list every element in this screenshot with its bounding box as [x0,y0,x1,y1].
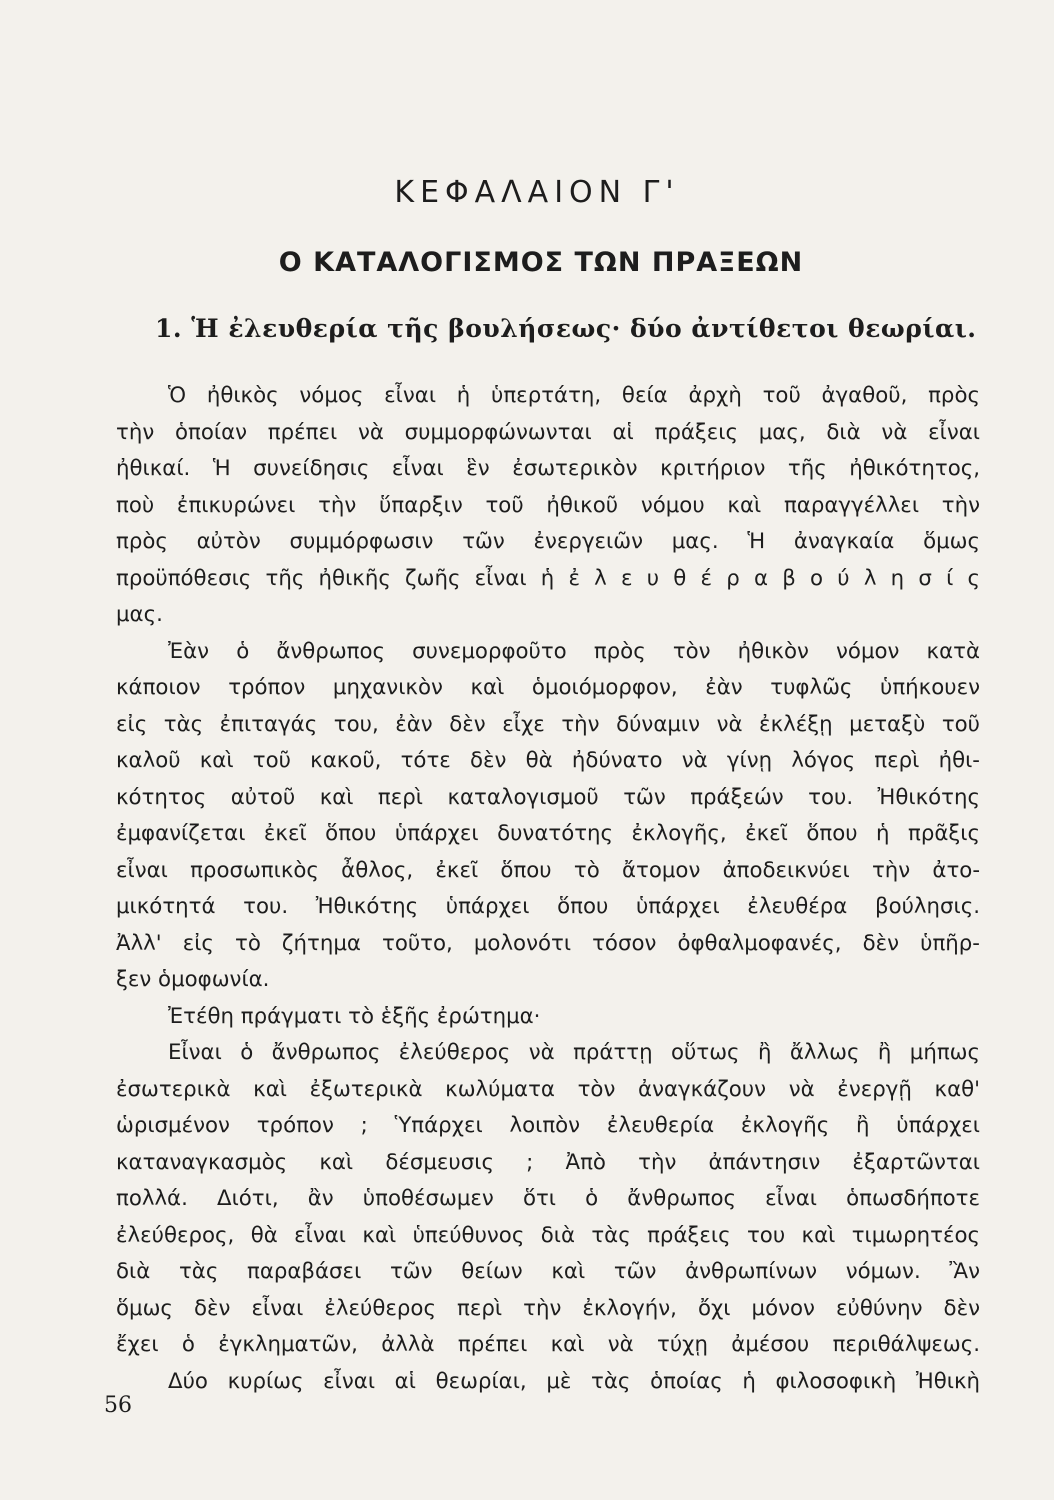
text-line: Εἶναι ὁ ἄνθρωπος ἐλεύθερος νὰ πράττῃ οὕτως ἢ ἄλλως ἢ μήπως [168,1040,980,1065]
text-line: πολλά. Διότι, ἂν ὑποθέσωμεν ὅτι ὁ ἄνθρωπος εἶναι ὁπωσδήποτε [116,1186,980,1211]
text-line: διὰ τὰς παραβάσει τῶν θείων καὶ τῶν ἀνθρωπίνων νόμων. Ἂν [116,1259,980,1284]
text-line: εἶναι προσωπικὸς ἆθλος, ἐκεῖ ὅπου τὸ ἄτομον ἀποδεικνύει τὴν ἀτο- [116,857,980,883]
text-line: Ἀλλ' εἰς τὸ ζήτημα τοῦτο, μολονότι τόσον ὀφθαλμοφανές, δὲν ὑπῆρ- [116,930,980,956]
section-heading: 1. Ἡ ἐλευθερία τῆς βουλήσεως· δύο ἀντίθετοι θεωρίαι. [155,314,977,343]
text-line: ὅμως δὲν εἶναι ἐλεύθερος περὶ τὴν ἐκλογήν, ὄχι μόνον εὐθύνην δὲν [116,1295,980,1321]
text-line: εἰς τὰς ἐπιταγάς του, ἐὰν δὲν εἶχε τὴν δύναμιν νὰ ἐκλέξῃ μεταξὺ τοῦ [116,711,980,737]
text-line: ἐλεύθερος, θὰ εἶναι καὶ ὑπεύθυνος διὰ τὰς πράξεις του καὶ τιμωρητέος [116,1222,980,1248]
text-line: μικότητά του. Ἠθικότης ὑπάρχει ὅπου ὑπάρχει ἐλευθέρα βούλησις. [116,894,980,919]
text-line: καταναγκασμὸς καὶ δέσμευσις ; Ἀπὸ τὴν ἀπάντησιν ἐξαρτῶνται [116,1149,980,1175]
text-line: Ὁ ἠθικὸς νόμος εἶναι ἡ ὑπερτάτη, θεία ἀρχὴ τοῦ ἀγαθοῦ, πρὸς [168,383,980,408]
text-line: ποὺ ἐπικυρώνει τὴν ὕπαρξιν τοῦ ἠθικοῦ νόμου καὶ παραγγέλλει τὴν [116,492,980,518]
text-line: τὴν ὁποίαν πρέπει νὰ συμμορφώνωνται αἱ πράξεις μας, διὰ νὰ εἶναι [116,419,980,445]
text-line: ἐσωτερικὰ καὶ ἐξωτερικὰ κωλύματα τὸν ἀναγκάζουν νὰ ἐνεργῇ καθ' [116,1076,980,1102]
text-line: ξεν ὁμοφωνία. [116,967,270,992]
text-line: πρὸς αὐτὸν συμμόρφωσιν τῶν ἐνεργειῶν μας. Ἡ ἀναγκαία ὅμως [116,529,980,554]
page-number: 56 [104,1393,132,1418]
body-text [116,378,980,1400]
text-line: κάποιον τρόπον μηχανικὸν καὶ ὁμοιόμορφον, ἐὰν τυφλῶς ὑπήκουεν [116,675,980,700]
text-line: Δύο κυρίως εἶναι αἱ θεωρίαι, μὲ τὰς ὁποίας ἡ φιλοσοφικὴ Ἠθικὴ [168,1368,980,1394]
text-line: ἐμφανίζεται ἐκεῖ ὅπου ὑπάρχει δυνατότης ἐκλογῆς, ἐκεῖ ὅπου ἡ πρᾶξις [116,821,980,846]
text-line: καλοῦ καὶ τοῦ κακοῦ, τότε δὲν θὰ ἠδύνατο νὰ γίνῃ λόγος περὶ ἠθι- [116,748,980,773]
chapter-title: Ο ΚΑΤΑΛΟΓΙΣΜΟΣ ΤΩΝ ΠΡΑΞΕΩΝ [278,247,804,278]
text-line: ἠθικαί. Ἡ συνείδησις εἶναι ἓν ἐσωτερικὸν κριτήριον τῆς ἠθικότητος, [116,456,980,481]
text-line: μας. [116,602,163,627]
chapter-label: ΚΕΦΑΛΑΙΟΝ Γ' [394,175,680,210]
text-line: προϋπόθεσις τῆς ἠθικῆς ζωῆς εἶναι ἡ ἐ λ ε υ θ έ ρ α β ο ύ λ η σ ί ς [116,565,980,591]
text-line: Ἐὰν ὁ ἄνθρωπος συνεμορφοῦτο πρὸς τὸν ἠθικὸν νόμον κατὰ [168,638,980,664]
text-line: ἔχει ὁ ἐγκληματῶν, ἀλλὰ πρέπει καὶ νὰ τύχῃ ἀμέσου περιθάλψεως. [116,1332,980,1357]
text-line: Ἐτέθη πράγματι τὸ ἑξῆς ἐρώτημα· [168,1003,541,1029]
text-line: ὡρισμένον τρόπον ; Ὑπάρχει λοιπὸν ἐλευθερία ἐκλογῆς ἢ ὑπάρχει [116,1113,980,1138]
text-line: κότητος αὐτοῦ καὶ περὶ καταλογισμοῦ τῶν πράξεών του. Ἠθικότης [116,784,980,810]
